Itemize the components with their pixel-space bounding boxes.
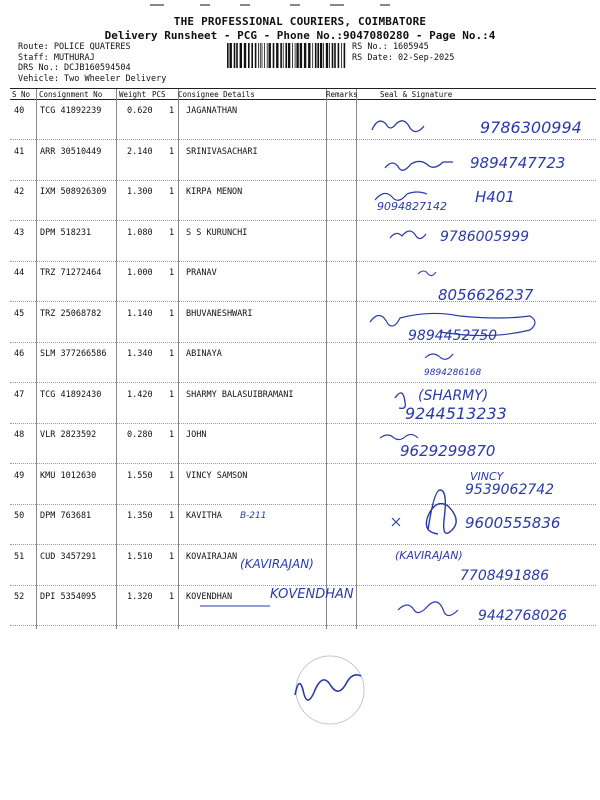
company-title: THE PROFESSIONAL COURIERS, COIMBATORE bbox=[173, 15, 427, 28]
table-row bbox=[0, 141, 600, 181]
row-consignee-name: SHARMY BALASUIBRAMANI bbox=[186, 389, 294, 400]
row-consignment-no: KMU 1012630 bbox=[40, 470, 97, 481]
handwritten-phone: 7708491886 bbox=[460, 568, 550, 584]
row-sno: 42 bbox=[14, 187, 25, 197]
row-weight: 1.340 bbox=[127, 349, 153, 359]
table-row bbox=[0, 546, 600, 586]
supervisor-signature bbox=[295, 675, 361, 700]
table-row bbox=[0, 465, 600, 505]
row-consignment-no: IXM 508926309 bbox=[40, 187, 107, 197]
row-pcs: 1 bbox=[169, 187, 175, 197]
row-sno: 41 bbox=[14, 146, 25, 157]
row-weight: 1.350 bbox=[127, 511, 153, 521]
drs-label: DRS No.: DCJB160594504 bbox=[18, 63, 131, 73]
table-row bbox=[0, 100, 600, 140]
row-weight: 1.510 bbox=[127, 551, 153, 562]
row-weight: 0.620 bbox=[127, 106, 153, 116]
row-sno: 52 bbox=[14, 592, 25, 602]
header-seal-signature: Seal & Signature bbox=[380, 90, 453, 99]
stamp-circle bbox=[296, 656, 364, 724]
handwritten-name: KOVENDHAN bbox=[270, 587, 354, 602]
row-pcs: 1 bbox=[169, 227, 175, 238]
row-sno: 47 bbox=[14, 389, 25, 400]
row-weight: 1.140 bbox=[127, 308, 153, 319]
handwritten-note: B-211 bbox=[240, 511, 267, 521]
row-consignment-no: ARR 30510449 bbox=[40, 146, 102, 157]
top-scan-marks bbox=[0, 2, 600, 10]
row-consignee-name: ABINAYA bbox=[186, 349, 222, 359]
table-row bbox=[0, 303, 600, 343]
row-weight: 1.000 bbox=[127, 268, 153, 278]
handwritten-phone: 9094827142 bbox=[377, 200, 447, 213]
route-label: Route: POLICE QUATERES bbox=[18, 42, 131, 52]
row-pcs: 1 bbox=[169, 511, 175, 521]
row-pcs: 1 bbox=[169, 349, 175, 359]
row-weight: 1.080 bbox=[127, 227, 153, 238]
handwritten-phone: 9539062742 bbox=[465, 482, 555, 498]
staff-label: Staff: MUTHURAJ bbox=[18, 52, 95, 63]
row-sno: 43 bbox=[14, 227, 25, 238]
row-sno: 44 bbox=[14, 268, 25, 278]
table-row bbox=[0, 424, 600, 464]
row-pcs: 1 bbox=[169, 146, 175, 157]
row-consignment-no: VLR 2823592 bbox=[40, 430, 97, 440]
row-pcs: 1 bbox=[169, 470, 175, 481]
handwritten-phone: 9894747723 bbox=[470, 154, 566, 172]
header-consignment: Consignment No bbox=[39, 90, 103, 99]
row-consignee-name: KAVITHA bbox=[186, 511, 222, 521]
row-pcs: 1 bbox=[169, 308, 175, 319]
handwritten-name: (KAVIRAJAN) bbox=[395, 549, 463, 562]
row-weight: 2.140 bbox=[127, 146, 153, 157]
row-consignment-no: CUD 3457291 bbox=[40, 551, 97, 562]
handwritten-phone: 9600555836 bbox=[465, 514, 561, 532]
row-sno: 45 bbox=[14, 308, 25, 319]
rs-number-label: RS No.: 1605945 bbox=[352, 42, 429, 52]
row-sno: 50 bbox=[14, 511, 25, 521]
row-weight: 1.320 bbox=[127, 592, 153, 602]
row-separator bbox=[10, 625, 596, 626]
row-consignee-name: S S KURUNCHI bbox=[186, 227, 248, 238]
row-pcs: 1 bbox=[169, 389, 175, 400]
row-weight: 1.420 bbox=[127, 389, 153, 400]
runsheet-meta-right bbox=[352, 42, 454, 63]
row-consignment-no: TRZ 71272464 bbox=[40, 268, 102, 278]
handwritten-phone: 9629299870 bbox=[400, 442, 496, 460]
handwritten-phone: 9786005999 bbox=[440, 229, 530, 245]
handwritten-name: (SHARMY) bbox=[418, 388, 489, 404]
row-weight: 0.280 bbox=[127, 430, 153, 440]
row-consignee-name: SRINIVASACHARI bbox=[186, 146, 258, 157]
row-sno: 40 bbox=[14, 106, 25, 116]
row-consignment-no: TCG 41892239 bbox=[40, 106, 102, 116]
row-sno: 48 bbox=[14, 430, 25, 440]
header-weight: Weight bbox=[119, 90, 147, 99]
handwritten-name: VINCY bbox=[470, 470, 504, 483]
handwritten-phone: 9894286168 bbox=[424, 368, 482, 378]
row-consignment-no: TRZ 25068782 bbox=[40, 308, 102, 319]
rs-date-label: RS Date: 02-Sep-2025 bbox=[352, 52, 455, 63]
table-row bbox=[0, 586, 600, 626]
row-sno: 51 bbox=[14, 551, 25, 562]
row-consignee-name: JAGANATHAN bbox=[186, 106, 238, 116]
table-row bbox=[0, 262, 600, 302]
row-pcs: 1 bbox=[169, 268, 175, 278]
row-pcs: 1 bbox=[169, 592, 175, 602]
table-row bbox=[0, 505, 600, 545]
table-row bbox=[0, 384, 600, 424]
row-pcs: 1 bbox=[169, 106, 175, 116]
header-consignee: Consignee Details bbox=[178, 90, 255, 99]
row-consignment-no: DPM 518231 bbox=[40, 227, 92, 238]
header-remarks: Remarks bbox=[326, 90, 358, 99]
row-consignee-name: KOVENDHAN bbox=[186, 592, 233, 602]
row-consignment-no: DPM 763681 bbox=[40, 511, 92, 521]
row-consignee-name: KOVAIRAJAN bbox=[186, 551, 238, 562]
row-consignee-name: BHUVANESHWARI bbox=[186, 308, 253, 319]
row-consignment-no: DPI 5354095 bbox=[40, 592, 97, 602]
vehicle-label: Vehicle: Two Wheeler Delivery bbox=[18, 73, 167, 84]
row-sno: 49 bbox=[14, 470, 25, 481]
row-consignment-no: SLM 377266586 bbox=[40, 349, 107, 359]
row-consignment-no: TCG 41892430 bbox=[40, 389, 102, 400]
table-row bbox=[0, 222, 600, 262]
handwritten-phone: 9894452750 bbox=[408, 328, 498, 344]
header-pcs: PCS bbox=[152, 90, 166, 99]
row-pcs: 1 bbox=[169, 430, 175, 440]
runsheet-meta-left bbox=[18, 42, 166, 84]
row-weight: 1.550 bbox=[127, 470, 153, 481]
row-consignee-name: KIRPA MENON bbox=[186, 187, 243, 197]
row-sno: 46 bbox=[14, 349, 25, 359]
table-row bbox=[0, 181, 600, 221]
row-weight: 1.300 bbox=[127, 187, 153, 197]
table-top-rule bbox=[10, 88, 596, 89]
row-consignee-name: VINCY SAMSON bbox=[186, 470, 248, 481]
handwritten-phone: 9786300994 bbox=[480, 118, 582, 137]
handwritten-name: (KAVIRAJAN) bbox=[240, 557, 314, 571]
handwritten-phone: 9442768026 bbox=[478, 608, 568, 624]
handwritten-phone: 9244513233 bbox=[405, 404, 507, 423]
header-sno: S No bbox=[12, 90, 31, 99]
row-consignee-name: JOHN bbox=[186, 430, 207, 440]
row-consignee-name: PRANAV bbox=[186, 268, 217, 278]
barcode bbox=[226, 43, 348, 68]
handwritten-note: H401 bbox=[475, 188, 515, 206]
handwritten-phone: 8056626237 bbox=[438, 286, 534, 304]
table-row bbox=[0, 343, 600, 383]
row-pcs: 1 bbox=[169, 551, 175, 562]
runsheet-subtitle: Delivery Runsheet - PCG - Phone No.:9047080280 - Page No.:4 bbox=[104, 29, 496, 42]
